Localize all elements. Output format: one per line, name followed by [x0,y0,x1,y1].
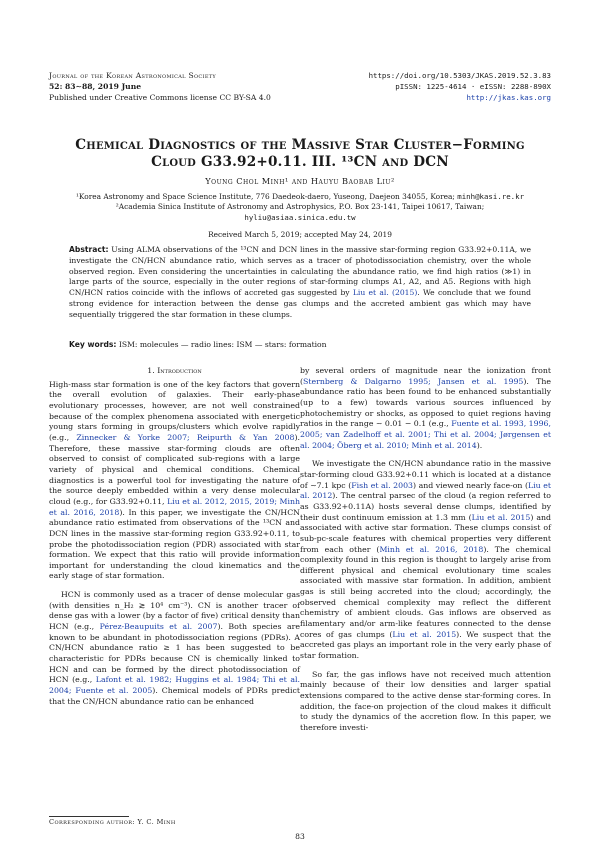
paragraph: HCN is commonly used as a tracer of dense molecular gas (with densities n_H₂ ≳ 10⁴ cm⁻³). CN is another tracer of dense gas with a lower (by a factor of five) critical density than HCN (e.g., Pérez-Beaupuits et al. 2007). Both species are known to be abundant in photodissociation regions (PDRs). A CN/HCN abundance ratio ≥ 1 has been suggested to be characteristic for PDRs because CN is chemically linked to HCN and can be formed by the direct photodissociation of HCN (e.g., Lafont et al. 1982; Huggins et al. 1984; Thi et al. 2004; Fuente et al. 2005). Chemical models of PDRs predict that the CN/HCN abundance ratio can be enhanced [49,590,300,706]
corresponding-author: Corresponding author: Y. C. Minh [49,818,176,826]
license-line: Published under Creative Commons license CC BY-SA 4.0 [49,93,271,102]
author-list: Young Chol Minh¹ and Hauyu Baobab Liu² [205,176,395,186]
issn-line: pISSN: 1225-4614 · eISSN: 2288-890X [395,82,551,91]
abstract [69,245,531,321]
doi-link[interactable]: https://doi.org/10.5303/JKAS.2019.52.3.83 [368,71,551,80]
citation-link[interactable]: Lafont et al. 1982; Huggins et al. 1984; Thi et al. 2004; Fuente et al. 2005 [49,675,300,696]
citation-link[interactable]: Liu et al. 2015 [392,629,457,639]
journal-url-link[interactable]: http://jkas.kas.org [466,93,551,102]
citation-link[interactable]: Liu et al. 2012, 2015, 2019; Minh et al. 2016, 2018 [49,496,301,517]
volume-line: 52: 83∼88, 2019 June [49,82,142,91]
affiliations [40,192,560,223]
citation-link[interactable]: Pérez-Beaupuits et al. 2007 [99,622,218,632]
keywords-label: Key words: [69,340,117,349]
affiliation-1: ¹Korea Astronomy and Space Science Institute, 776 Daedeok-daero, Yuseong, Daejeon 34055, Korea; [75,192,455,201]
keywords [69,340,531,349]
abstract-text: Using ALMA observations of the ¹³CN and DCN lines in the massive star-forming region G33.92+0.11A, we investigate the CN/HCN abundance ratio, which serves as a tracer of photodissociation chemistry, over the whole observed region. Even considering the uncertainties in calculating the abundance ratio, we find high ratios (≫1) in large parts of the source, especially in the outer regions of star-forming clumps A1, A2, and A5. Regions with high CN/HCN ratios coincide with the inflows of accreted gas suggested by [69,245,531,298]
section-heading: 1. Introduction [147,366,202,375]
citation-link[interactable]: Sternberg & Dalgarno 1995; Jansen et al. 1995 [303,376,524,386]
received-dates: Received March 5, 2019; accepted May 24, 2019 [208,230,392,239]
email-1[interactable]: minh@kasi.re.kr [457,192,525,201]
page-number: 83 [295,832,305,841]
citation-link[interactable]: Fuente et al. 1993, 1996, 2005; van Zadelhoff et al. 2001; Thi et al. 2004; Jørgensen et al. 2004; Öberg et al. 2010; Minh et al. 2014 [300,419,551,450]
keywords-text: ISM: molecules — radio lines: ISM — stars: formation [118,340,327,349]
journal-header [49,70,271,103]
citation-link[interactable]: Minh et al. 2016, 2018 [379,544,484,554]
journal-name: Journal of the Korean Astronomical Society [49,71,217,80]
left-column [49,366,300,707]
abstract-label: Abstract: [69,245,109,254]
paragraph: So far, the gas inflows have not received much attention mainly because of their low densities and larger spatial extensions compared to the active dense star-forming cores. In addition, the face-on projection of the cloud makes it difficult to study the dynamics of the accretion flow. In this paper, we therefore investi- [300,669,551,732]
right-column [300,366,551,734]
title-line-2: Cloud G33.92+0.11. III. ¹³CN and DCN [151,154,449,170]
journal-ids [369,70,551,103]
citation-link[interactable]: Liu et al. 2012 [300,480,551,501]
paragraph: We investigate the CN/HCN abundance ratio in the massive star-forming cloud G33.92+0.11 which is located at a distance of ∼7.1 kpc (Fish et al. 2003) and viewed nearly face-on (Liu et al. 2012). The central parsec of the cloud (a region referred to as G33.92+0.11A) hosts several dense clumps, identified by their dust continuum emission at 1.3 mm (Liu et al. 2015) and associated with active star formation. These clumps consist of sub-pc-scale features with chemical properties very different from each other (Minh et al. 2016, 2018). The chemical complexity found in this region is thought to largely arise from different physical and chemical evolutionary time scales associated with massive star formation. In addition, ambient gas is still being accreted into the cloud; accordingly, the observed chemical complexity may reflect the different chemistry of ambient clouds. Gas inflows are observed as filamentary and/or arm-like features connected to the dense cores of gas clumps (Liu et al. 2015). We suspect that the accreted gas plays an important role in the very early phase of star formation. [300,459,551,661]
citation-link[interactable]: Fish et al. 2003 [351,480,413,490]
footnote-rule [49,816,129,817]
citation-link[interactable]: Zinnecker & Yorke 2007; Reipurth & Yan 2008 [76,432,295,442]
paragraph: by several orders of magnitude near the ionization front (Sternberg & Dalgarno 1995; Jansen et al. 1995). The abundance ratio has been found to be enhanced substantially (up to a few) towards various sources influenced by photochemistry or shocks, as opposed to quiet regions having ratios in the range ∼ 0.01 − 0.1 (e.g., Fuente et al. 1993, 1996, 2005; van Zadelhoff et al. 2001; Thi et al. 2004; Jørgensen et al. 2004; Öberg et al. 2010; Minh et al. 2014). [300,366,551,450]
abstract-text-2: . We conclude that we found strong evidence for interaction between the dense gas clumps and the accreted ambient gas which may have sequentially triggered the star formation in these clumps. [69,288,531,319]
paper-title [40,137,560,171]
paragraph: High-mass star formation is one of the key factors that govern the overall evolution of galaxies. Their early-phase evolutionary processes, however, are not well constrained because of the complex phenomena associated with energetic young stars forming in groups/clusters which evolve rapidly (e.g., Zinnecker & Yorke 2007; Reipurth & Yan 2008). Therefore, these massive star-forming clouds are often observed to consist of complicated sub-regions with a large variety of physical and chemical conditions. Chemical diagnostics is a powerful tool for investigating the nature of the source deeply embedded within a very dense molecular cloud (e.g., for G33.92+0.11, Liu et al. 2012, 2015, 2019; Minh et al. 2016, 2018). In this paper, we investigate the CN/HCN abundance ratio estimated from observations of the ¹³CN and DCN lines in the massive star-forming region G33.92+0.11, to probe the photodissociation region (PDR) associated with star formation. We expect that this ratio will provide information important for understanding the cloud kinematics and the early stage of star formation. [49,379,301,581]
affiliation-2: ²Academia Sinica Institute of Astronomy and Astrophysics, P.O. Box 23-141, Taipei 10617, Taiwan; [115,202,485,212]
title-line-1: Chemical Diagnostics of the Massive Star Cluster−Forming [75,137,525,153]
email-2[interactable]: hyliu@asiaa.sinica.edu.tw [244,212,356,222]
citation-link[interactable]: Liu et al. (2015) [352,288,418,298]
citation-link[interactable]: Liu et al. 2015 [471,512,531,522]
